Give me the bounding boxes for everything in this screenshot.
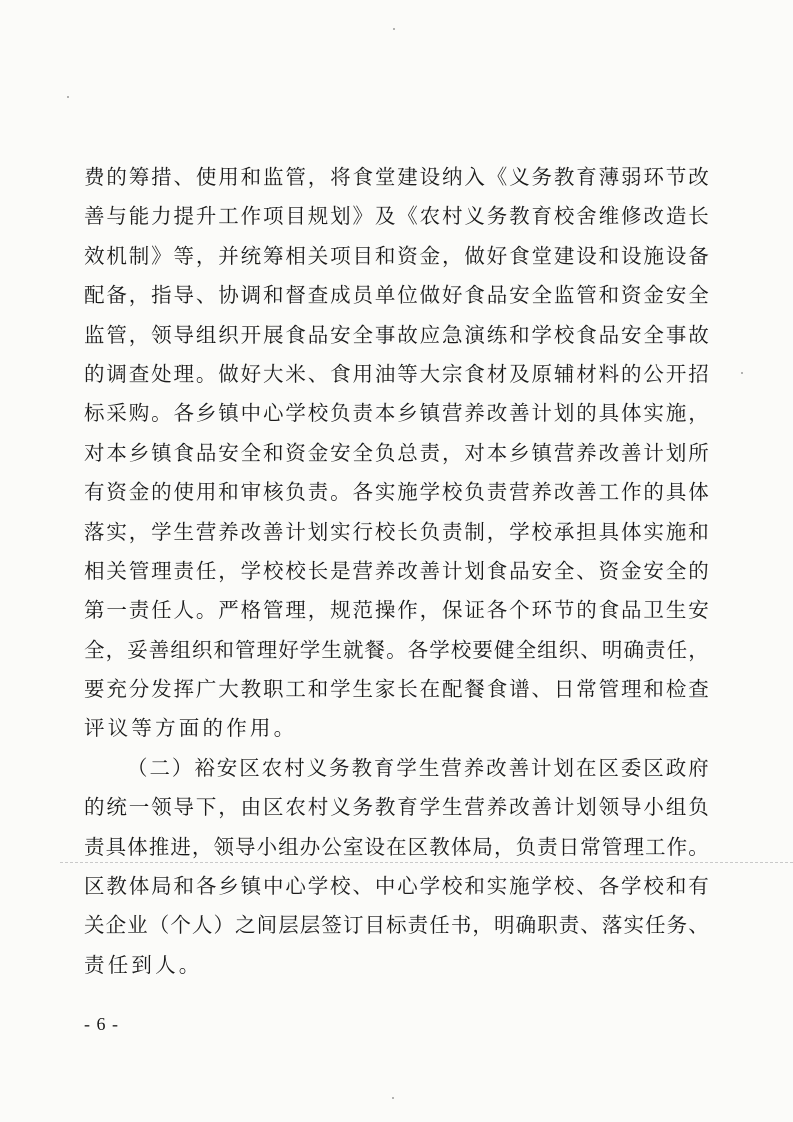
text-line: 的统一领导下，由区农村义务教育学生营养改善计划领导小组负 <box>84 795 709 820</box>
text-line: 关企业（个人）之间层层签订目标责任书，明确职责、落实任务、 <box>84 913 709 938</box>
text-line: 落实，学生营养改善计划实行校长负责制，学校承担具体实施和 <box>84 519 709 544</box>
scan-speck <box>741 372 743 374</box>
text-line: 相关管理责任，学校校长是营养改善计划食品安全、资金安全的 <box>84 558 709 583</box>
text-line: 责具体推进，领导小组办公室设在区教体局，负责日常管理工作。 <box>84 834 709 859</box>
scan-speck <box>393 28 395 30</box>
text-line: 标采购。各乡镇中心学校负责本乡镇营养改善计划的具体实施， <box>84 401 709 426</box>
text-line: 有资金的使用和审核负责。各实施学校负责营养改善工作的具体 <box>84 480 709 505</box>
text-line: 第一责任人。严格管理，规范操作，保证各个环节的食品卫生安 <box>84 598 709 623</box>
text-line: 全，妥善组织和管理好学生就餐。各学校要健全组织、明确责任， <box>84 637 709 662</box>
text-line: 费的筹措、使用和监管，将食堂建设纳入《义务教育薄弱环节改 <box>84 165 709 189</box>
body-text <box>84 158 709 985</box>
text-line: 配备，指导、协调和督查成员单位做好食品安全监管和资金安全 <box>84 283 709 308</box>
page-number: - 6 - <box>84 1014 119 1034</box>
text-line: 效机制》等，并统筹相关项目和资金，做好食堂建设和设施设备 <box>84 243 709 268</box>
paragraph-first-line: （二）裕安区农村义务教育学生营养改善计划在区委区政府 <box>127 755 709 780</box>
text-line: 的调查处理。做好大米、食用油等大宗食材及原辅材料的公开招 <box>84 361 709 386</box>
text-line: 区教体局和各乡镇中心学校、中心学校和实施学校、各学校和有 <box>84 874 709 899</box>
text-line: 善与能力提升工作项目规划》及《农村义务教育校舍维修改造长 <box>84 204 709 229</box>
paragraph-last-line: 评议等方面的作用。 <box>84 716 298 741</box>
paragraph-last-line: 责任到人。 <box>84 952 203 977</box>
text-line: 监管，领导组织开展食品安全事故应急演练和学校食品安全事故 <box>84 322 709 347</box>
scan-speck <box>392 1097 394 1099</box>
text-line: 对本乡镇食品安全和资金安全负总责，对本乡镇营养改善计划所 <box>84 440 709 465</box>
text-line: 要充分发挥广大教职工和学生家长在配餐食谱、日常管理和检查 <box>84 677 709 702</box>
scan-speck <box>67 96 69 98</box>
